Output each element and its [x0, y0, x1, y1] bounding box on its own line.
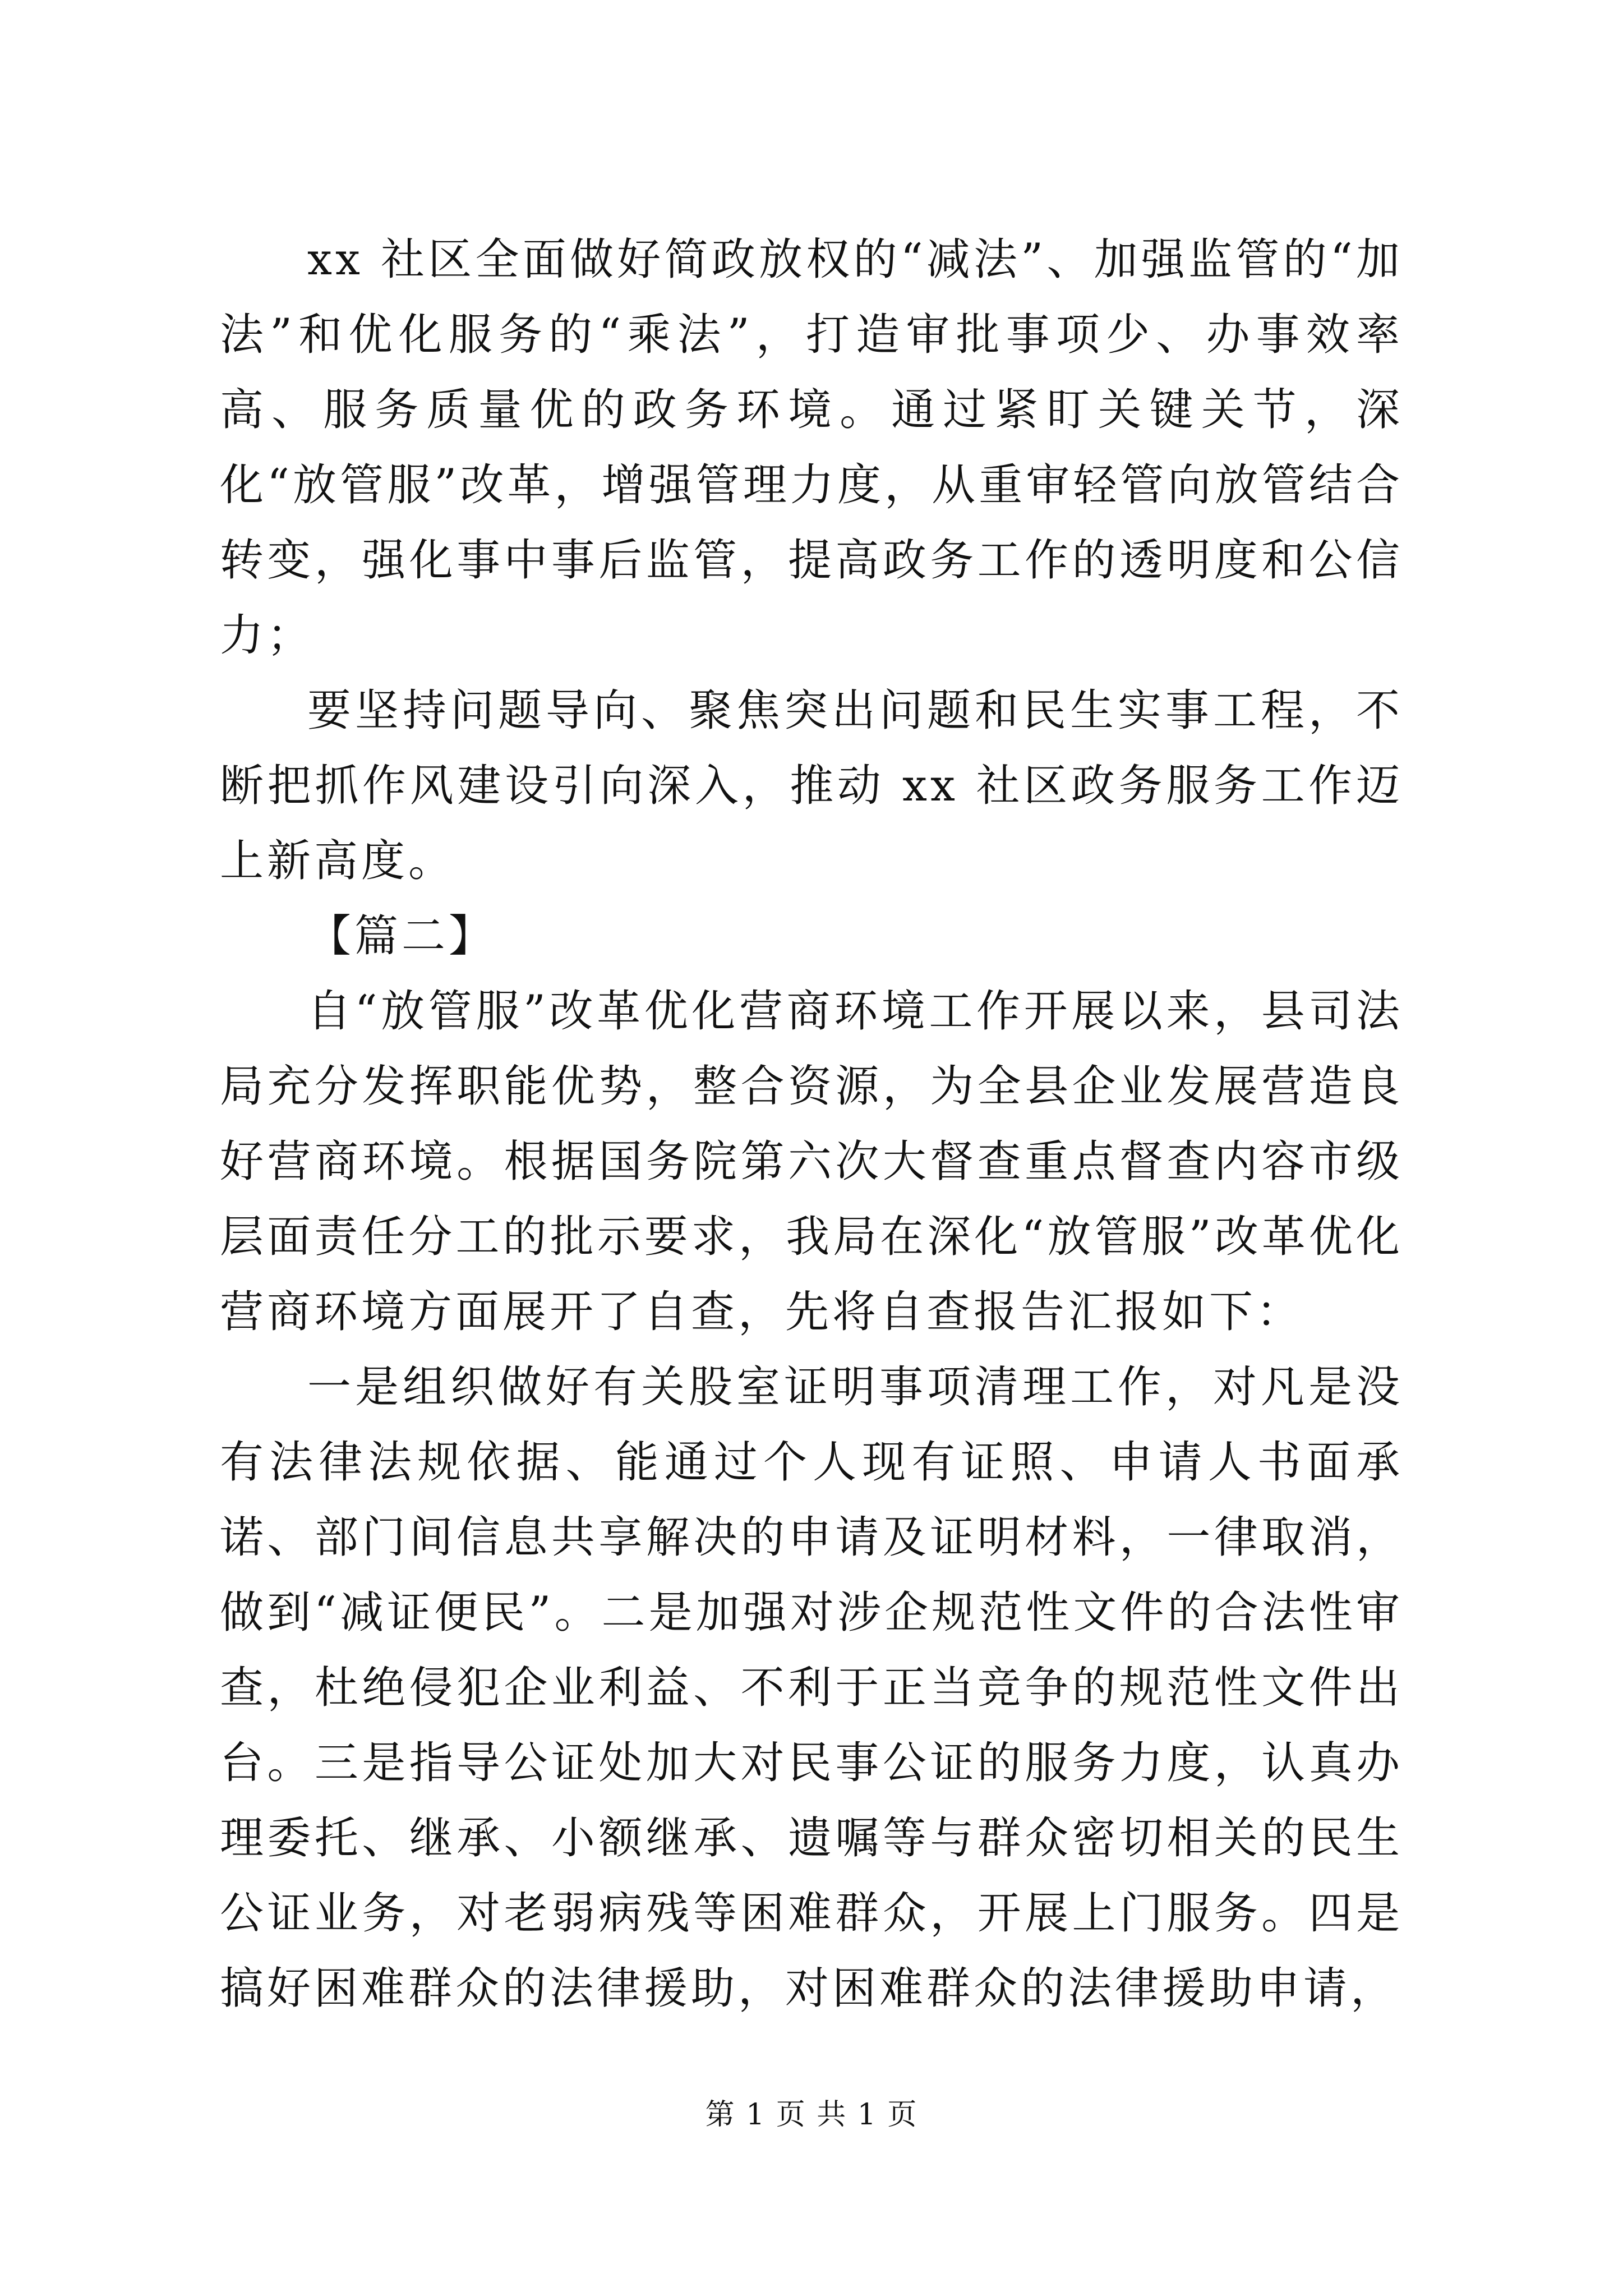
- paragraph-problem-orientation: 要坚持问题导向、聚焦突出问题和民生实事工程，不断把抓作风建设引向深入，推动 xx 社区政务服务工作迈上新高度。: [220, 685, 1403, 886]
- document-body: [220, 222, 1403, 2026]
- paragraph-community-reform: xx 社区全面做好简政放权的“减法”、加强监管的“加法”和优化服务的“乘法”，打造审批事项少、办事效率高、服务质量优的政务环境。通过紧盯关键关节，深化“放管服”改革，增强管理力度，从重审轻管向放管结合转变，强化事中事后监管，提高政务工作的透明度和公信力；: [220, 234, 1403, 661]
- page-footer: [0, 2095, 1623, 2134]
- paragraph-business-environment: 自“放管服”改革优化营商环境工作开展以来，县司法局充分发挥职能优势，整合资源，为全县企业发展营造良好营商环境。根据国务院第六次大督查重点督查内容市级层面责任分工的批示要求，我局在深化“放管服”改革优化营商环境方面展开了自查，先将自查报告汇报如下：: [220, 986, 1403, 1337]
- section-heading: 【篇二】: [307, 911, 496, 961]
- paragraph-work-items: 一是组织做好有关股室证明事项清理工作，对凡是没有法律法规依据、能通过个人现有证照、申请人书面承诺、部门间信息共享解决的申请及证明材料，一律取消，做到“减证便民”。二是加强对涉企规范性文件的合法性审查，杜绝侵犯企业利益、不利于正当竞争的规范性文件出台。三是指导公证处加大对民事公证的服务力度，认真办理委托、继承、小额继承、遗嘱等与群众密切相关的民生公证业务，对老弱病残等困难群众，开展上门服务。四是搞好困难群众的法律援助，对困难群众的法律援助申请，: [220, 1362, 1403, 2014]
- page-number-indicator: 第 1 页 共 1 页: [705, 2098, 918, 2132]
